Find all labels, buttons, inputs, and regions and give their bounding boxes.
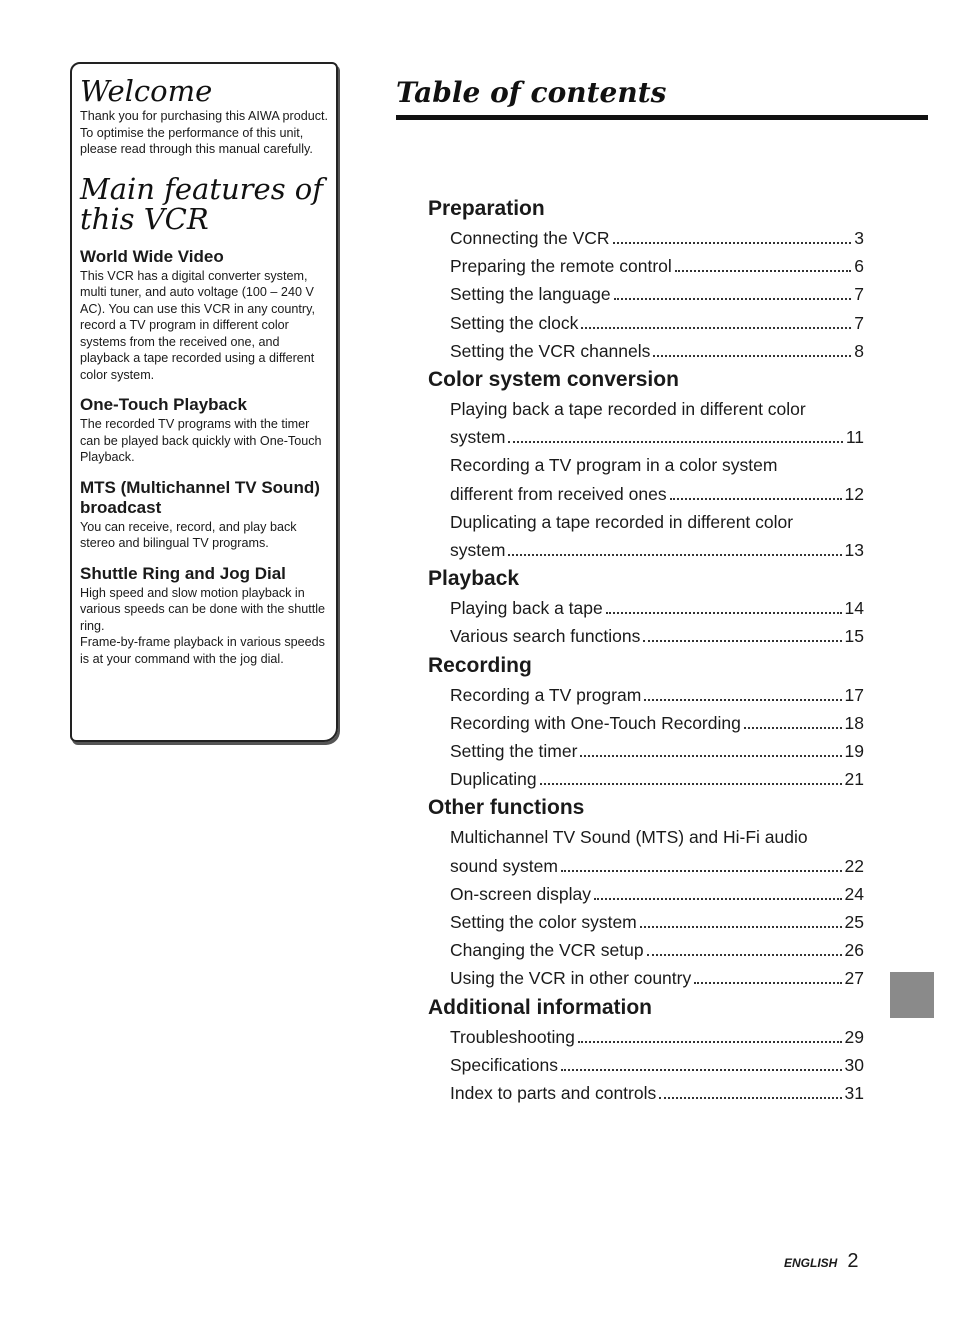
toc-entry [450,594,864,622]
toc-title: Table of contents [396,76,667,109]
toc-entry-label: Duplicating [450,769,537,790]
toc-entry-page: 17 [844,684,864,705]
dot-leader [581,327,851,329]
toc-section [428,564,864,650]
welcome-title: Welcome [80,74,213,108]
toc-entry [450,536,864,564]
feature-text-2: Frame-by-frame playback in various speeds is at your command with the jog dial. [80,635,325,666]
toc-entry-label: Setting the clock [450,312,579,333]
toc-entry-label: system [450,427,506,448]
toc-entry-page: 18 [844,712,864,733]
toc-entry-page: 24 [844,883,864,904]
toc-entry-page: 7 [854,312,864,333]
toc-entry-label: Setting the language [450,284,611,305]
feature-heading: Shuttle Ring and Jog Dial [80,563,286,583]
toc-entry-label: Recording a TV program [450,684,642,705]
toc-section-heading: Other functions [428,796,585,820]
toc-entry-page: 6 [854,256,864,277]
toc-entry-label: Index to parts and controls [450,1083,657,1104]
page-footer [784,1250,858,1273]
toc-entry [450,681,864,709]
toc-entry-page: 14 [844,598,864,619]
toc-entry-page: 12 [844,483,864,504]
toc-entry-page: 30 [844,1054,864,1075]
toc-entry-label: Setting the VCR channels [450,340,651,361]
toc-entry-page: 8 [854,340,864,361]
toc-section-heading: Additional information [428,995,652,1019]
feature-mts-broadcast [80,478,330,552]
toc-section [428,793,864,992]
toc-entry [450,765,864,793]
toc-entry [450,737,864,765]
toc-entry-label: Recording with One-Touch Recording [450,712,741,733]
dot-leader [578,1041,842,1043]
toc-entry-page: 25 [844,912,864,933]
feature-text: You can receive, record, and play back stereo and bilingual TV programs. [80,519,297,551]
toc-entry [450,908,864,936]
toc-entry-page: 26 [844,940,864,961]
dot-leader [613,242,852,244]
dot-leader [744,727,842,729]
toc-entry [450,252,864,280]
toc-entry-label: different from received ones [450,483,667,504]
dot-leader [540,783,842,785]
toc-entry-label: Various search functions [450,626,641,647]
dot-leader [659,1097,841,1099]
dot-leader [675,270,851,272]
toc-entry [450,852,864,880]
dot-leader [561,1069,842,1071]
feature-text: This VCR has a digital converter system, multi tuner, and auto voltage (100 – 240 V AC). You can use this VCR in any country, record a TV program in different color systems from the received one, and playback a tape recorded using a different color system. [80,268,315,382]
toc-entry [450,1079,864,1107]
dot-leader [508,441,842,443]
toc-entry [450,480,864,508]
toc-title-rule [396,115,928,120]
welcome-text: Thank you for purchasing this AIWA product. To optimise the performance of this unit, please read through this manual carefully. [80,109,329,157]
dot-leader [614,298,852,300]
toc-entry-label: Setting the timer [450,741,578,762]
feature-one-touch-playback [80,395,330,466]
toc-entry [450,224,864,252]
toc-entry-label: Connecting the VCR [450,228,610,248]
toc-entry [450,1051,864,1079]
toc-entry-label: Using the VCR in other country [450,968,692,989]
feature-heading: One-Touch Playback [80,395,247,415]
dot-leader [561,870,842,872]
toc-entry-label: system [450,540,506,561]
toc-entry [450,709,864,737]
toc-entry-page: 22 [844,855,864,876]
feature-text: High speed and slow motion playback in various speeds can be done with the shuttle ring. [80,585,326,633]
toc-entry [450,309,864,337]
dot-leader [640,926,842,928]
feature-heading: World Wide Video [80,246,224,266]
toc-entry-label-line: Duplicating a tape recorded in different color [450,511,794,532]
dot-leader [644,699,841,701]
table-of-contents [428,194,864,1107]
toc-entry-label-line: Playing back a tape recorded in different color [450,399,806,420]
toc-entry-label: Setting the color system [450,912,637,933]
toc-entry-label-line: Multichannel TV Sound (MTS) and Hi-Fi audio [450,827,808,848]
toc-entry [450,337,864,365]
toc-entry-page: 21 [844,769,864,790]
dot-leader [670,498,842,500]
toc-entry-label: Changing the VCR setup [450,940,644,961]
toc-entry-label-line: Recording a TV program in a color system [450,455,778,476]
toc-entry-label: Playing back a tape [450,598,603,619]
toc-entry-page: 7 [854,284,864,305]
toc-section-heading: Playback [428,567,520,591]
dot-leader [594,898,841,900]
toc-entry-label: Troubleshooting [450,1026,575,1047]
footer-language: ENGLISH [784,1256,838,1270]
feature-heading: MTS (Multichannel TV Sound) broadcast [80,477,320,517]
toc-entry-page: 15 [844,626,864,647]
dot-leader [653,355,851,357]
toc-entry-page: 13 [844,540,864,561]
toc-entry-label: Preparing the remote control [450,256,672,277]
feature-shuttle-ring-jog-dial [80,564,330,668]
section-tab-marker [890,972,934,1018]
toc-entry-page: 3 [854,228,864,248]
toc-entry [450,1023,864,1051]
dot-leader [647,954,842,956]
toc-section [428,365,864,564]
toc-entry [450,423,864,451]
dot-leader [606,612,842,614]
toc-entry-label: Specifications [450,1054,558,1075]
toc-section [428,993,864,1108]
toc-entry-page: 11 [845,427,864,448]
toc-section [428,194,864,365]
toc-entry [450,880,864,908]
toc-entry-label: sound system [450,855,558,876]
dot-leader [643,640,841,642]
toc-entry [450,280,864,308]
toc-entry-page: 19 [844,741,864,762]
toc-entry [450,936,864,964]
dot-leader [580,755,841,757]
dot-leader [694,982,841,984]
dot-leader [508,554,841,556]
toc-entry-page: 29 [844,1026,864,1047]
feature-world-wide-video [80,247,330,384]
toc-entry-page: 31 [844,1083,864,1104]
toc-section-heading: Preparation [428,197,545,220]
toc-section-heading: Color system conversion [428,368,679,392]
toc-section-heading: Recording [428,653,532,677]
main-features-title: Main features of this VCR [80,171,323,237]
toc-entry [450,964,864,992]
welcome-features-box [70,62,338,742]
toc-entry [450,622,864,650]
toc-entry-page: 27 [844,968,864,989]
toc-entry-label: On-screen display [450,883,592,904]
page-number: 2 [847,1250,859,1272]
toc-section [428,651,864,794]
feature-text: The recorded TV programs with the timer can be played back quickly with One-Touch Playback. [80,417,322,465]
